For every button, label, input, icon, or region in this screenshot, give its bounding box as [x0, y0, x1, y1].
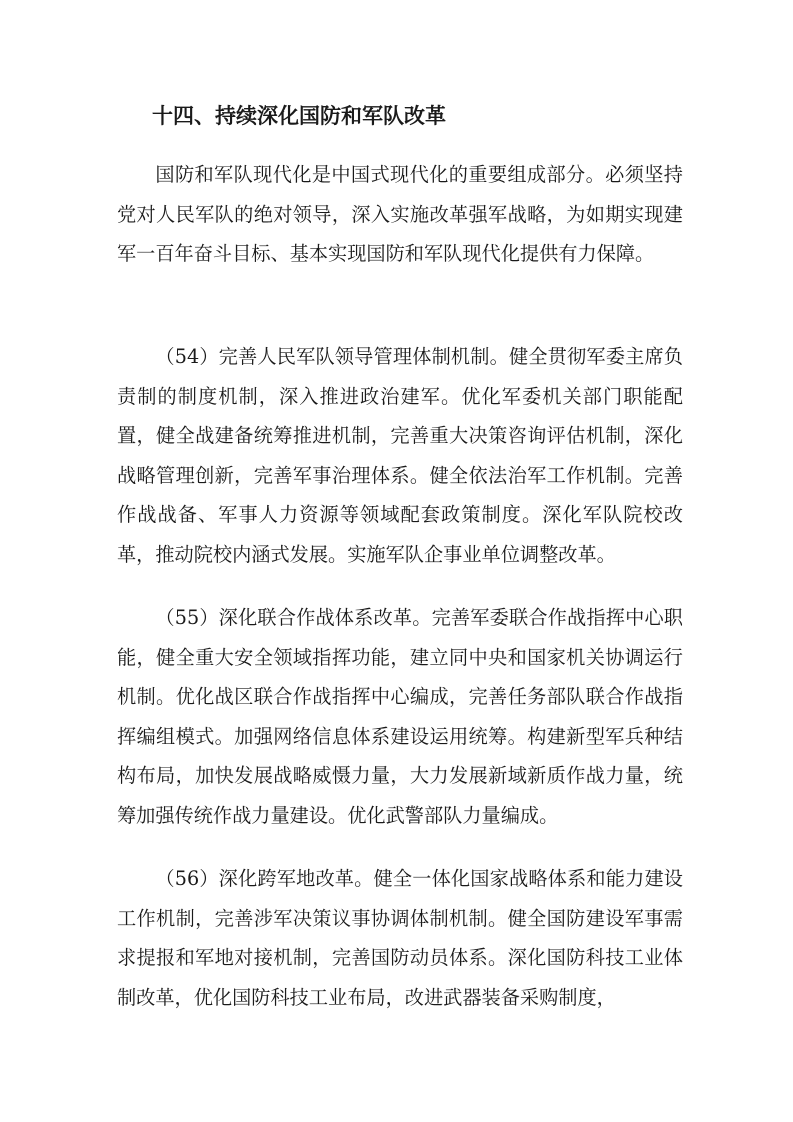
intro-paragraph: 国防和军队现代化是中国式现代化的重要组成部分。必须坚持党对人民军队的绝对领导，深入实施改革强军战略，为如期实现建军一百年奋斗目标、基本实现国防和军队现代化提供有力保障。 [117, 163, 683, 265]
paragraph-54: （54）完善人民军队领导管理体制机制。健全贯彻军委主席负责制的制度机制，深入推进政治建军。优化军委机关部门职能配置，健全战建备统筹推进机制，完善重大决策咨询评估机制，深化战略管理创新，完善军事治理体系。健全依法治军工作机制。完善作战战备、军事人力资源等领域配套政策制度。深化军队院校改革，推动院校内涵式发展。实施军队企事业单位调整改革。 [117, 345, 683, 566]
paragraph-55: （55）深化联合作战体系改革。完善军委联合作战指挥中心职能，健全重大安全领域指挥功能，建立同中央和国家机关协调运行机制。优化战区联合作战指挥中心编成，完善任务部队联合作战指挥编组模式。加强网络信息体系建设运用统筹。构建新型军兵种结构布局，加快发展战略威慑力量，大力发展新域新质作战力量，统筹加强传统作战力量建设。优化武警部队力量编成。 [117, 606, 683, 827]
section-heading: 十四、持续深化国防和军队改革 [152, 104, 446, 128]
paragraph-56: （56）深化跨军地改革。健全一体化国家战略体系和能力建设工作机制，完善涉军决策议事协调体制机制。健全国防建设军事需求提报和军地对接机制，完善国防动员体系。深化国防科技工业体制改革，优化国防科技工业布局，改进武器装备采购制度， [117, 867, 683, 1009]
